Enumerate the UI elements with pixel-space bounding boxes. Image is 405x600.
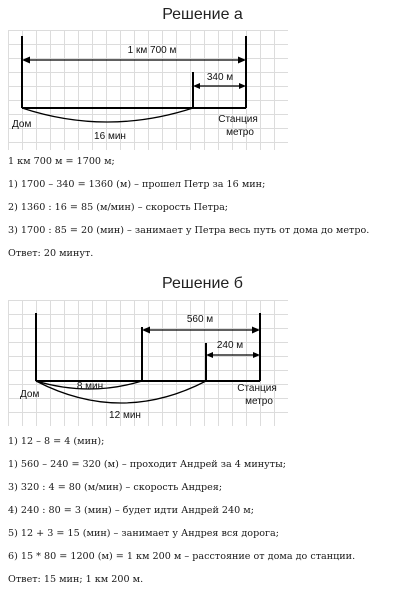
- section-b-title: Решение б: [162, 275, 243, 292]
- distance-label-b-560: 560 м: [186, 314, 214, 325]
- solution-b-line-4: 4) 240 : 80 = 3 (мин) – будет идти Андрей 240 м;: [8, 505, 254, 516]
- time-label-b-8: 8 мин: [76, 381, 104, 392]
- solution-b-answer: Ответ: 15 мин; 1 км 200 м.: [8, 574, 144, 585]
- home-label-b: Дом: [20, 389, 40, 400]
- section-a-title: Решение а: [162, 6, 243, 23]
- solution-b-line-2: 1) 560 – 240 = 320 (м) – проходит Андрей за 4 минуты;: [8, 459, 286, 470]
- distance-label-b-240: 240 м: [216, 340, 244, 351]
- station-label-b-2: метро: [245, 396, 273, 407]
- station-label-a-2: метро: [226, 127, 254, 138]
- segment-distance-label-a: 340 м: [206, 72, 234, 83]
- solution-a-line-4: 3) 1700 : 85 = 20 (мин) – занимает у Петра весь путь от дома до метро.: [8, 225, 370, 236]
- time-label-a: 16 мин: [94, 131, 126, 142]
- station-label-b-1: Станция: [237, 383, 277, 394]
- time-arc-b-12: [36, 381, 206, 403]
- solution-b-line-1: 1) 12 – 8 = 4 (мин);: [8, 436, 105, 447]
- time-label-b-12: 12 мин: [109, 410, 141, 421]
- solution-a-line-2: 1) 1700 – 340 = 1360 (м) – прошел Петр за 16 мин;: [8, 179, 266, 190]
- solution-a-line-1: 1 км 700 м = 1700 м;: [8, 156, 115, 167]
- home-label-a: Дом: [12, 119, 32, 130]
- station-label-a-1: Станция: [218, 114, 258, 125]
- solution-b-line-6: 6) 15 * 80 = 1200 (м) = 1 км 200 м – расстояние от дома до станции.: [8, 551, 356, 562]
- solution-a-line-3: 2) 1360 : 16 = 85 (м/мин) – скорость Петра;: [8, 202, 229, 213]
- solution-b-line-3: 3) 320 : 4 = 80 (м/мин) – скорость Андрея;: [8, 482, 223, 493]
- solution-a-answer: Ответ: 20 минут.: [8, 248, 94, 259]
- total-distance-label-a: 1 км 700 м: [127, 45, 177, 56]
- solution-b-line-5: 5) 12 + 3 = 15 (мин) – занимает у Андрея вся дорога;: [8, 528, 279, 539]
